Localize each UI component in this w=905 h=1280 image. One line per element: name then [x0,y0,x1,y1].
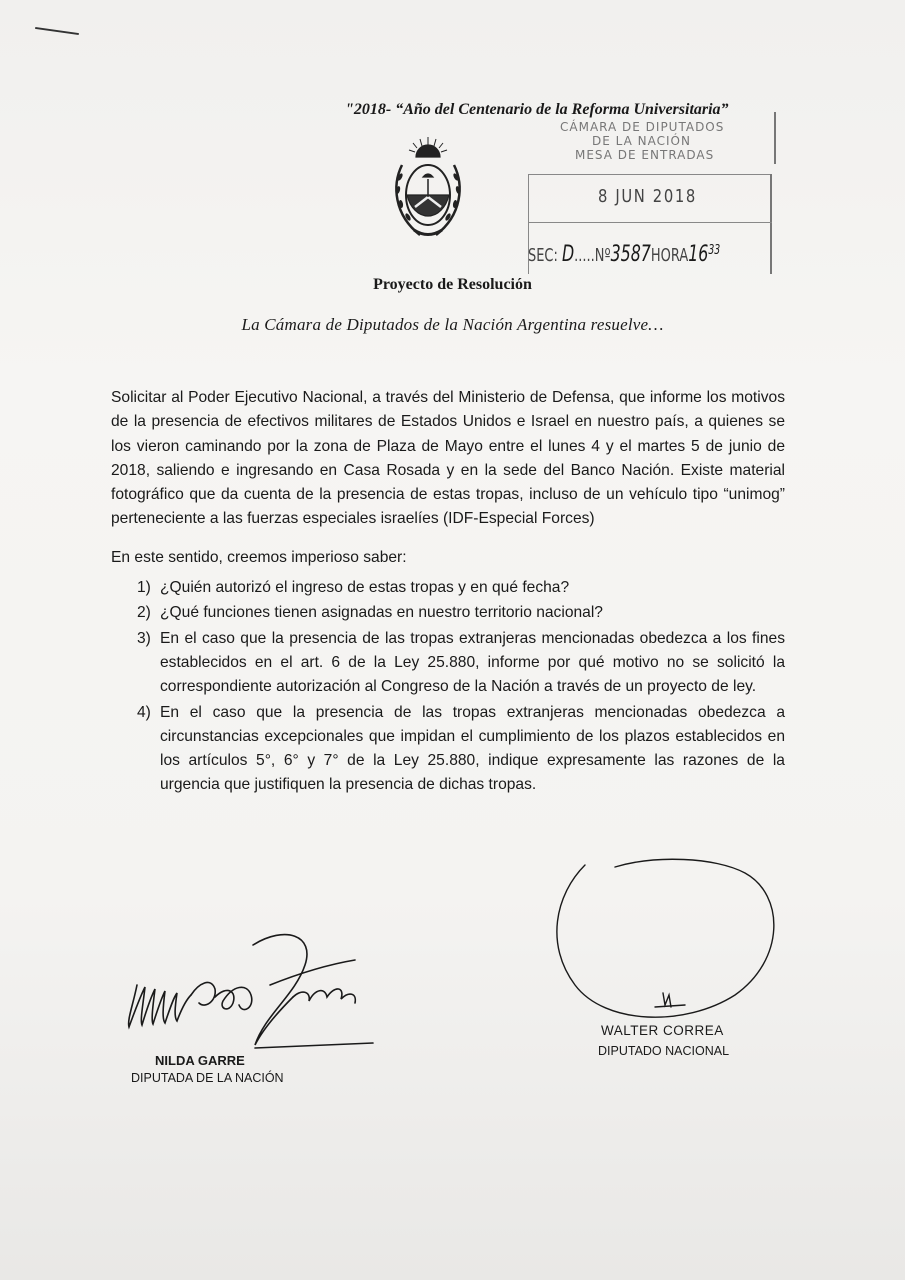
stamp-hour-label: HORA [650,245,689,266]
signer-name-left: NILDA GARRE [155,1053,245,1068]
stamp-hour-minutes: 33 [708,243,721,258]
document-title: Proyecto de Resolución [373,276,532,293]
pen-mark [35,27,79,35]
intro-paragraph: Solicitar al Poder Ejecutivo Nacional, a través del Ministerio de Defensa, que informe los motivos de la presencia de efectivos militares de Estados Unidos e Israel en nuestro país, a quienes se los vieron caminando por la zona de Plaza de Mayo entre el lunes 4 y el martes 5 de junio de 2018, saliendo e ingresando en Casa Rosada y en la sede del Banco Nación. Existe material fotográfico que da cuenta de la presencia de estas tropas, incluso de un vehículo tipo “unimog” perteneciente a las fuerzas especiales israelíes (IDF-Especial Forces) [111,389,785,528]
handwritten-signature-icon [545,855,795,1030]
stamp-divider [528,174,772,175]
resolves-line: La Cámara de Diputados de la Nación Argentina resuelve… [241,315,664,334]
list-item [111,601,785,625]
reception-stamp [520,112,774,274]
stamp-number-label: Nº [594,245,611,266]
document-body [111,386,785,799]
item-text: En el caso que la presencia de las tropas extranjeras mencionadas obedezca a circunstancias excepcionales que impidan el cumplimiento de los plazos establecidos en los artículos 5°, 6° y 7° de la Ley 25.880, indique expresamente las razones de la urgencia que justifiquen la presencia de dichas tropas. [160,703,785,794]
stamp-number-value: 3587 [610,242,651,267]
handwritten-signature-icon [115,905,385,1055]
stamp-desk: MESA DE ENTRADAS [575,148,715,162]
stamp-nation: DE LA NACIÓN [592,134,691,148]
list-item [111,701,785,798]
list-item [111,627,785,700]
stamp-border-right [770,174,772,274]
signature-right [545,855,795,1065]
questions-list [111,576,785,798]
signature-left [115,905,385,1095]
item-number: 1) [137,579,151,597]
stamp-date: 8 JUN 2018 [598,186,697,207]
item-number: 4) [137,703,151,721]
signer-role-right: DIPUTADO NACIONAL [598,1044,730,1058]
stamp-hour-value: 16 [688,242,709,267]
stamp-sec-value: D [561,242,575,267]
stamp-sec-label: SEC: [528,245,558,266]
stamp-entry-line: SEC: $D.....Nº3587HORA16^{33}$ [528,242,721,267]
item-number: 3) [137,629,151,647]
signer-role-left: DIPUTADA DE LA NACIÓN [131,1071,284,1085]
lead-paragraph: En este sentido, creemos imperioso saber: [111,548,407,566]
coat-of-arms-icon [390,135,466,243]
stamp-chamber: CÁMARA DE DIPUTADOS [560,120,725,134]
signer-name-right: WALTER CORREA [601,1023,724,1038]
item-number: 2) [137,604,151,622]
list-item [111,576,785,600]
item-text: En el caso que la presencia de las tropas extranjeras mencionadas obedezca a los fines establecidos en el art. 6 de la Ley 25.880, informe por qué motivo no se solicitó la correspondiente autorización al Congreso de la Nación a través de un proyecto de ley. [160,629,785,696]
item-text: ¿Qué funciones tienen asignadas en nuestro territorio nacional? [160,604,603,622]
item-text: ¿Quién autorizó el ingreso de estas tropas y en qué fecha? [160,579,570,597]
stamp-divider [528,222,772,223]
header-motto: "2018- “Año del Centenario de la Reforma Universitaria” [345,101,729,118]
